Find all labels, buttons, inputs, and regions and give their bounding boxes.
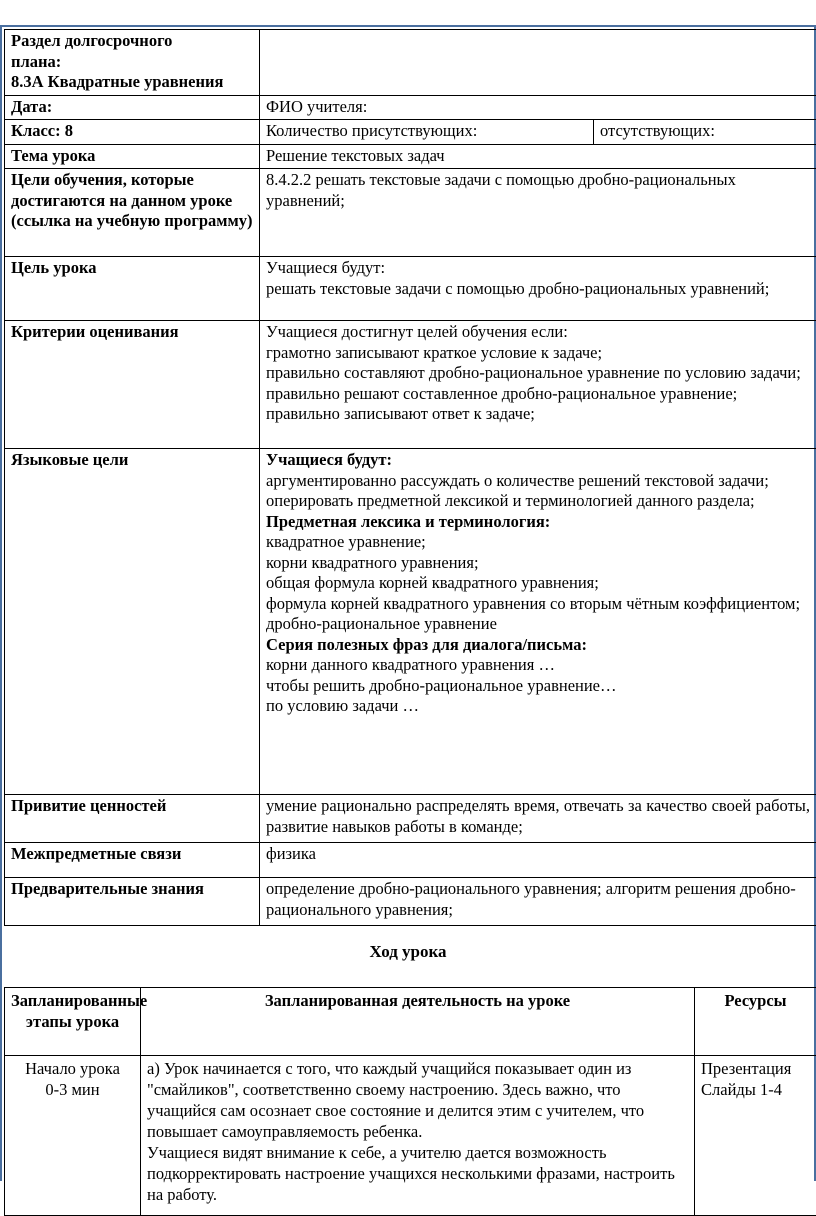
- present-label: Количество присутствующих:: [260, 120, 594, 145]
- goal-line: решать текстовые задачи с помощью дробно-рациональных уравнений;: [266, 279, 810, 300]
- section-label-line1: Раздел долгосрочного: [11, 31, 253, 52]
- flow-row-start: [5, 1056, 816, 1216]
- lesson-info-table: [4, 29, 816, 926]
- row-date: [5, 95, 816, 120]
- activity-paragraph: Учащиеся видят внимание к себе, а учителю дается возможность подкорректировать настроение учащихся несколькими фразами, настроить на работу.: [147, 1142, 688, 1205]
- values-value: умение рационально распределять время, отвечать за качество своей работы, развитие навыков работы в команде;: [260, 795, 816, 843]
- col-resources-header: Ресурсы: [695, 988, 816, 1056]
- resources-cell: [695, 1056, 816, 1216]
- section-empty-cell: [260, 30, 816, 96]
- goal-label: Цель урока: [5, 257, 260, 321]
- absent-label: отсутствующих:: [594, 120, 816, 145]
- objectives-label: Цели обучения, которые достигаются на данном уроке (ссылка на учебную программу): [5, 169, 260, 257]
- language-will-head: Учащиеся будут:: [266, 450, 810, 471]
- flow-header-row: [5, 988, 816, 1056]
- resource-line: Слайды 1-4: [701, 1079, 810, 1100]
- class-label: Класс: 8: [5, 120, 260, 145]
- criteria-line: Учащиеся достигнут целей обучения если:: [266, 322, 810, 343]
- phrase-line: чтобы решить дробно-рациональное уравнение…: [266, 676, 810, 697]
- criteria-line: грамотно записывают краткое условие к задаче;: [266, 343, 810, 364]
- language-phrases-head: Серия полезных фраз для диалога/письма:: [266, 635, 810, 656]
- criteria-line: правильно записывают ответ к задаче;: [266, 404, 810, 425]
- resource-line: Презентация: [701, 1058, 810, 1079]
- row-objectives: [5, 169, 816, 257]
- row-topic: [5, 144, 816, 169]
- row-goal: [5, 257, 816, 321]
- term-line: дробно-рациональное уравнение: [266, 614, 810, 635]
- language-terms-head: Предметная лексика и терминология:: [266, 512, 810, 533]
- col-stages-header: Запланированные этапы урока: [5, 988, 141, 1056]
- cross-label: Межпредметные связи: [5, 843, 260, 878]
- phrase-line: по условию задачи …: [266, 696, 810, 717]
- teacher-label: ФИО учителя:: [260, 95, 816, 120]
- row-values: [5, 795, 816, 843]
- topic-label: Тема урока: [5, 144, 260, 169]
- criteria-cell: [260, 321, 816, 449]
- stage-cell: [5, 1056, 141, 1216]
- stage-name: Начало урока: [11, 1058, 134, 1079]
- lesson-flow-table: [4, 987, 816, 1216]
- lesson-plan-sheet: [0, 25, 816, 1181]
- prior-label: Предварительные знания: [5, 878, 260, 926]
- date-label: Дата:: [5, 95, 260, 120]
- term-line: корни квадратного уравнения;: [266, 553, 810, 574]
- section-label-line2: плана:: [11, 52, 253, 73]
- activity-paragraph: а) Урок начинается с того, что каждый учащийся показывает один из "смайликов", соответственно своему настроению. Здесь важно, что учащийся сам осознает свое состояние и делится этим с учителем, что повышает самоуправляемость ребенка.: [147, 1058, 688, 1142]
- cross-value: физика: [260, 843, 816, 878]
- activity-cell: [141, 1056, 695, 1216]
- col-activity-header: Запланированная деятельность на уроке: [141, 988, 695, 1056]
- criteria-line: правильно решают составленное дробно-рациональное уравнение;: [266, 384, 810, 405]
- term-line: общая формула корней квадратного уравнения;: [266, 573, 810, 594]
- phrase-line: корни данного квадратного уравнения …: [266, 655, 810, 676]
- row-criteria: [5, 321, 816, 449]
- section-value: 8.3А Квадратные уравнения: [11, 72, 253, 93]
- row-language: [5, 449, 816, 795]
- topic-value: Решение текстовых задач: [260, 144, 816, 169]
- row-section: [5, 30, 816, 96]
- objectives-value: 8.4.2.2 решать текстовые задачи с помощью дробно-рациональных уравнений;: [260, 169, 816, 257]
- language-line: оперировать предметной лексикой и терминологией данного раздела;: [266, 491, 810, 512]
- goal-cell: [260, 257, 816, 321]
- language-cell: [260, 449, 816, 795]
- lesson-flow-title: Ход урока: [2, 941, 814, 963]
- term-line: квадратное уравнение;: [266, 532, 810, 553]
- language-line: аргументированно рассуждать о количестве решений текстовой задачи;: [266, 471, 810, 492]
- term-line: формула корней квадратного уравнения со вторым чётным коэффициентом;: [266, 594, 810, 615]
- language-label: Языковые цели: [5, 449, 260, 795]
- prior-value: определение дробно-рационального уравнения; алгоритм решения дробно-рационального уравнения;: [260, 878, 816, 926]
- goal-line: Учащиеся будут:: [266, 258, 810, 279]
- row-prior: [5, 878, 816, 926]
- values-label: Привитие ценностей: [5, 795, 260, 843]
- row-class: [5, 120, 816, 145]
- section-label-cell: [5, 30, 260, 96]
- criteria-line: правильно составляют дробно-рациональное уравнение по условию задачи;: [266, 363, 810, 384]
- row-cross: [5, 843, 816, 878]
- stage-duration: 0-3 мин: [11, 1079, 134, 1100]
- criteria-label: Критерии оценивания: [5, 321, 260, 449]
